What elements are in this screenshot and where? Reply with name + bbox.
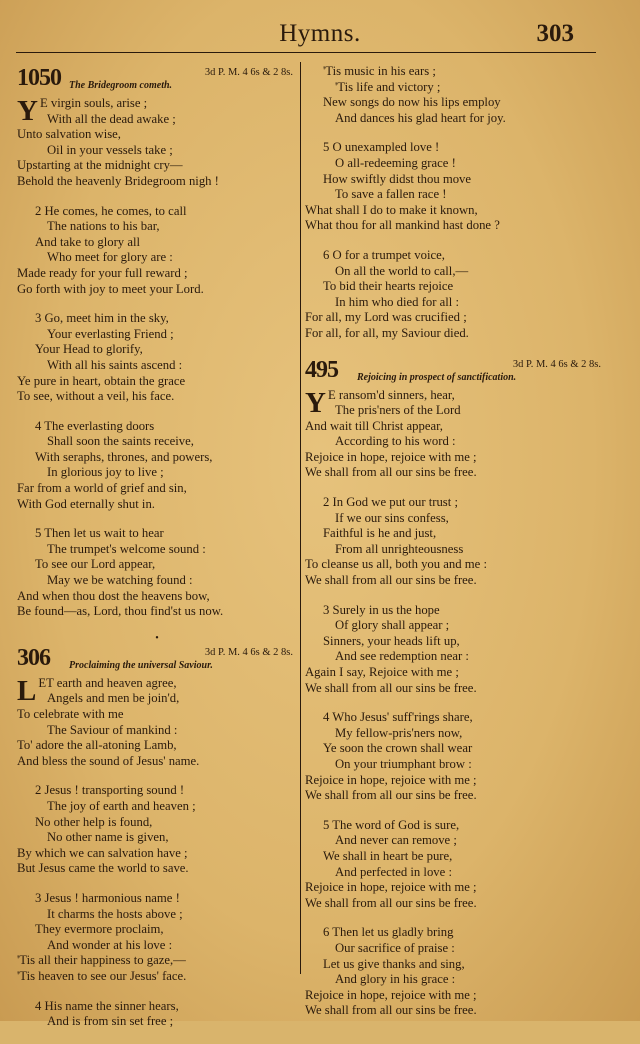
verse-line xyxy=(17,311,297,327)
stanza-list-continued xyxy=(305,64,605,342)
verse-text: To celebrate with me xyxy=(17,707,124,721)
verse-line xyxy=(17,450,297,466)
verse-line xyxy=(17,327,297,343)
verse-text: If we our sins confess, xyxy=(335,510,449,525)
verse-line xyxy=(305,849,605,865)
verse-text: To see our Lord appear, xyxy=(35,557,156,572)
verse-text: With all the dead awake ; xyxy=(47,111,176,126)
verse-line xyxy=(17,691,297,707)
verse-line xyxy=(305,681,605,697)
verse-line xyxy=(305,941,605,957)
verse-line xyxy=(305,310,605,326)
verse-line xyxy=(305,634,605,650)
verse-line xyxy=(305,450,605,466)
verse-line xyxy=(17,830,297,846)
hymn-subject: The Bridegroom cometh. xyxy=(69,80,173,91)
verse-text: On all the world to call,— xyxy=(335,263,469,278)
verse-line xyxy=(305,896,605,912)
verse-line xyxy=(305,248,605,264)
verse-text: And glory in his grace : xyxy=(335,972,456,987)
verse-line xyxy=(305,511,605,527)
verse-line xyxy=(17,846,297,862)
verse-line xyxy=(17,342,297,358)
verse-text: No other help is found, xyxy=(35,814,153,829)
section-bullet: • xyxy=(155,632,159,644)
verse-line xyxy=(17,754,297,770)
verse-text: And perfected in love : xyxy=(335,864,452,879)
verse-text: Of glory shall appear ; xyxy=(335,618,450,633)
verse-text: May we be watching found : xyxy=(47,573,193,588)
verse-text: How swiftly didst thou move xyxy=(323,171,472,186)
verse-text: The pris'ners of the Lord xyxy=(335,403,461,418)
verse-text: Rejoice in hope, rejoice with me ; xyxy=(305,987,477,1002)
verse-text: And see redemption near : xyxy=(335,649,469,664)
verse-text: Our sacrifice of praise : xyxy=(335,940,455,955)
verse-line xyxy=(17,922,297,938)
verse-line xyxy=(17,1014,297,1030)
verse-line xyxy=(305,140,605,156)
stanza xyxy=(17,999,297,1030)
verse-text: We shall from all our sins be free. xyxy=(305,788,477,803)
verse-text: 6 O for a trumpet voice, xyxy=(323,247,445,262)
verse-line xyxy=(305,64,605,80)
verse-line xyxy=(17,266,297,282)
left-column xyxy=(17,64,297,1044)
verse-text: E ransom'd sinners, hear, xyxy=(327,387,455,402)
verse-line xyxy=(17,783,297,799)
verse-text: We shall from all our sins be free. xyxy=(305,573,477,588)
verse-text: 'Tis life and victory ; xyxy=(335,79,441,94)
verse-text: The joy of earth and heaven ; xyxy=(47,798,196,813)
verse-line xyxy=(305,818,605,834)
hymn-subject: Proclaiming the universal Saviour. xyxy=(69,659,213,671)
hymn-495 xyxy=(305,356,605,1019)
verse-line xyxy=(17,174,297,190)
verse-text: And wonder at his love : xyxy=(47,937,173,952)
stanza xyxy=(17,419,297,513)
verse-text: With all his saints ascend : xyxy=(47,357,183,372)
drop-cap: Y xyxy=(17,95,38,127)
stanza xyxy=(17,96,297,190)
verse-line xyxy=(17,250,297,266)
verse-text: Go forth with joy to meet your Lord. xyxy=(17,281,204,296)
verse-text: Made ready for your full reward ; xyxy=(17,265,188,280)
verse-text: O all-redeeming grace ! xyxy=(335,155,456,170)
verse-line xyxy=(17,127,297,143)
verse-line xyxy=(305,434,605,450)
column-divider xyxy=(300,62,301,974)
verse-text: And take to glory all xyxy=(35,234,141,249)
verse-text: 4 His name the sinner hears, xyxy=(35,998,179,1013)
page-title: Hymns. xyxy=(279,20,361,47)
verse-text: And wait till Christ appear, xyxy=(305,418,443,433)
verse-text: My fellow-pris'ners now, xyxy=(335,725,463,740)
verse-text: The nations to his bar, xyxy=(47,219,160,234)
verse-text: 5 Then let us wait to hear xyxy=(35,526,164,541)
stanza xyxy=(305,495,605,589)
verse-line xyxy=(305,833,605,849)
stanza xyxy=(305,64,605,126)
verse-text: What shall I do to make it known, xyxy=(305,202,478,217)
verse-line xyxy=(305,757,605,773)
verse-line xyxy=(305,603,605,619)
verse-text: Let us give thanks and sing, xyxy=(323,956,465,971)
verse-line xyxy=(17,738,297,754)
verse-line xyxy=(305,665,605,681)
verse-text: To bid their hearts rejoice xyxy=(323,279,454,294)
verse-line xyxy=(305,419,605,435)
verse-line xyxy=(17,707,297,723)
drop-cap: Y xyxy=(305,386,326,419)
stanza xyxy=(17,783,297,877)
hymn-meter: 3d P. M. 4 6s & 2 8s. xyxy=(204,646,293,658)
verse-line xyxy=(17,374,297,390)
verse-line xyxy=(17,358,297,374)
hymn-1050 xyxy=(17,64,297,644)
verse-line xyxy=(305,295,605,311)
verse-text: With God eternally shut in. xyxy=(17,496,155,511)
verse-line xyxy=(305,880,605,896)
verse-line xyxy=(305,865,605,881)
hymn-number: 1050 xyxy=(17,65,61,91)
stanza xyxy=(17,311,297,405)
verse-line xyxy=(17,526,297,542)
verse-text: We shall from all our sins be free. xyxy=(305,895,477,910)
verse-line xyxy=(305,264,605,280)
verse-line xyxy=(17,434,297,450)
verse-text: And when thou dost the heavens bow, xyxy=(17,588,210,603)
verse-text: Be found—as, Lord, thou find'st us now. xyxy=(17,604,224,619)
verse-text: But Jesus came the world to save. xyxy=(17,861,189,876)
verse-text: 3 Go, meet him in the sky, xyxy=(35,311,169,326)
verse-text: No other name is given, xyxy=(47,830,169,845)
verse-text: What thou for all mankind hast done ? xyxy=(305,218,500,233)
verse-line xyxy=(305,618,605,634)
verse-line xyxy=(17,235,297,251)
verse-line xyxy=(17,282,297,298)
stanza xyxy=(305,603,605,697)
stanza xyxy=(305,388,605,482)
verse-line xyxy=(17,604,297,620)
verse-line xyxy=(305,80,605,96)
stanza xyxy=(305,710,605,804)
verse-text: 3 Surely in us the hope xyxy=(323,602,440,617)
verse-text: Ye pure in heart, obtain the grace xyxy=(17,373,186,388)
verse-text: On your triumphant brow : xyxy=(335,756,472,771)
verse-text: By which we can salvation have ; xyxy=(17,845,188,860)
verse-line xyxy=(305,957,605,973)
stanza xyxy=(17,526,297,620)
verse-text: We shall from all our sins be free. xyxy=(305,680,477,695)
stanza xyxy=(305,248,605,342)
hymn-306 xyxy=(17,644,297,1030)
verse-text: The Saviour of mankind : xyxy=(47,722,178,737)
verse-text: To' adore the all-atoning Lamb, xyxy=(17,738,177,753)
verse-text: We shall from all our sins be free. xyxy=(305,1003,477,1018)
verse-text: E virgin souls, arise ; xyxy=(39,96,148,110)
verse-line xyxy=(305,542,605,558)
verse-line xyxy=(305,649,605,665)
verse-line xyxy=(17,953,297,969)
verse-text: And is from sin set free ; xyxy=(47,1014,174,1029)
stanza xyxy=(17,204,297,298)
verse-line xyxy=(17,999,297,1015)
verse-text: 2 Jesus ! transporting sound ! xyxy=(35,783,185,798)
verse-text: Ye soon the crown shall wear xyxy=(323,741,473,756)
verse-text: Unto salvation wise, xyxy=(17,127,121,142)
verse-text: We shall from all our sins be free. xyxy=(305,465,477,480)
verse-text: For all, my Lord was crucified ; xyxy=(305,310,467,325)
verse-text: 5 O unexampled love ! xyxy=(323,140,440,155)
verse-line xyxy=(305,526,605,542)
verse-line xyxy=(305,156,605,172)
verse-text: Far from a world of grief and sin, xyxy=(17,481,187,496)
drop-cap: L xyxy=(17,674,37,707)
verse-line xyxy=(305,203,605,219)
verse-line xyxy=(305,187,605,203)
verse-line xyxy=(305,403,605,419)
verse-text: To save a fallen race ! xyxy=(335,187,447,202)
right-column xyxy=(305,64,605,1033)
verse-line xyxy=(305,326,605,342)
verse-line xyxy=(17,497,297,513)
stanza xyxy=(305,140,605,234)
verse-line xyxy=(305,172,605,188)
verse-text: With seraphs, thrones, and powers, xyxy=(35,449,213,464)
verse-text: And bless the sound of Jesus' name. xyxy=(17,753,200,768)
verse-line xyxy=(305,972,605,988)
verse-line xyxy=(305,111,605,127)
verse-text: In him who died for all : xyxy=(335,294,460,309)
page-number: 303 xyxy=(536,20,574,47)
verse-text: Shall soon the saints receive, xyxy=(47,434,194,449)
verse-text: For all, for all, my Saviour died. xyxy=(305,325,469,340)
verse-text: Rejoice in hope, rejoice with me ; xyxy=(305,449,477,464)
verse-line xyxy=(17,815,297,831)
hymn-number: 495 xyxy=(305,356,338,383)
verse-text: 'Tis music in his ears ; xyxy=(323,64,436,78)
verse-line xyxy=(17,557,297,573)
verse-line xyxy=(305,95,605,111)
verse-line xyxy=(17,907,297,923)
verse-text: 'Tis heaven to see our Jesus' face. xyxy=(17,968,187,983)
hymn-subject: Rejoicing in prospect of sanctification. xyxy=(357,371,517,383)
verse-line xyxy=(305,495,605,511)
hymn-heading xyxy=(17,64,297,96)
verse-text: New songs do now his lips employ xyxy=(323,95,501,110)
verse-line xyxy=(305,988,605,1004)
hymn-meter: 3d P. M. 4 6s & 2 8s. xyxy=(512,358,601,370)
verse-text: 4 Who Jesus' suff'rings share, xyxy=(323,710,473,725)
verse-text: 2 In God we put our trust ; xyxy=(323,495,458,510)
verse-text: We shall in heart be pure, xyxy=(323,848,453,863)
verse-text: Who meet for glory are : xyxy=(47,250,173,265)
verse-text: 6 Then let us gladly bring xyxy=(323,925,454,940)
verse-line xyxy=(305,279,605,295)
verse-text: Again I say, Rejoice with me ; xyxy=(305,665,459,679)
verse-line xyxy=(305,1003,605,1019)
verse-line xyxy=(305,741,605,757)
verse-text: ET earth and heaven agree, xyxy=(38,675,177,690)
verse-text: Behold the heavenly Bridegroom nigh ! xyxy=(17,173,219,188)
verse-text: And dances his glad heart for joy. xyxy=(335,110,506,125)
verse-line xyxy=(17,589,297,605)
verse-line xyxy=(305,218,605,234)
verse-line xyxy=(17,799,297,815)
verse-line xyxy=(17,723,297,739)
verse-line xyxy=(305,557,605,573)
verse-line xyxy=(17,158,297,174)
verse-text: The trumpet's welcome sound : xyxy=(47,541,206,556)
verse-line xyxy=(305,788,605,804)
verse-text: Rejoice in hope, rejoice with me ; xyxy=(305,772,477,787)
hymn-heading xyxy=(17,644,297,676)
verse-line xyxy=(305,726,605,742)
verse-line xyxy=(17,219,297,235)
verse-line xyxy=(17,465,297,481)
verse-text: Rejoice in hope, rejoice with me ; xyxy=(305,880,477,895)
verse-text: Oil in your vessels take ; xyxy=(47,142,173,157)
verse-line xyxy=(17,204,297,220)
verse-line xyxy=(305,925,605,941)
header-rule xyxy=(16,52,596,53)
stanza xyxy=(17,891,297,985)
verse-text: Sinners, your heads lift up, xyxy=(323,633,460,648)
hymn-number: 306 xyxy=(17,644,50,671)
verse-text: Upstarting at the midnight cry— xyxy=(17,158,183,173)
stanza-list xyxy=(17,96,297,620)
stanza xyxy=(305,818,605,912)
verse-line xyxy=(17,112,297,128)
verse-text: Your Head to glorify, xyxy=(35,342,143,357)
verse-text: Your everlasting Friend ; xyxy=(47,326,174,341)
hymn-meter: 3d P. M. 4 6s & 2 8s. xyxy=(204,67,293,78)
verse-text: In glorious joy to live ; xyxy=(47,465,164,480)
verse-text: 2 He comes, he comes, to call xyxy=(35,203,187,218)
verse-line xyxy=(17,573,297,589)
verse-text: To see, without a veil, his face. xyxy=(17,389,175,404)
verse-text: They evermore proclaim, xyxy=(35,922,164,937)
verse-text: 3 Jesus ! harmonious name ! xyxy=(35,890,180,905)
stanza-list xyxy=(305,388,605,1019)
verse-line xyxy=(17,389,297,405)
verse-text: Angels and men be join'd, xyxy=(47,691,180,706)
page-header xyxy=(0,20,640,50)
verse-text: From all unrighteousness xyxy=(335,541,464,556)
verse-text: Faithful is he and just, xyxy=(323,526,437,541)
hymn-heading xyxy=(305,356,605,388)
verse-line xyxy=(17,542,297,558)
verse-text: And never can remove ; xyxy=(335,833,457,848)
verse-line xyxy=(17,938,297,954)
stanza-list xyxy=(17,676,297,1030)
stanza xyxy=(17,676,297,770)
verse-text: 5 The word of God is sure, xyxy=(323,817,460,832)
verse-text: 4 The everlasting doors xyxy=(35,418,155,433)
verse-line xyxy=(17,891,297,907)
verse-line xyxy=(17,481,297,497)
verse-line xyxy=(305,710,605,726)
verse-line xyxy=(17,143,297,159)
verse-line xyxy=(17,419,297,435)
verse-line xyxy=(17,861,297,877)
stanza xyxy=(305,925,605,1019)
verse-text: It charms the hosts above ; xyxy=(47,906,183,921)
verse-line xyxy=(305,573,605,589)
verse-text: 'Tis all their happiness to gaze,— xyxy=(17,953,186,968)
verse-line xyxy=(305,465,605,481)
verse-line xyxy=(17,969,297,985)
verse-line xyxy=(305,773,605,789)
verse-text: To cleanse us all, both you and me : xyxy=(305,557,487,572)
verse-text: According to his word : xyxy=(335,434,456,449)
